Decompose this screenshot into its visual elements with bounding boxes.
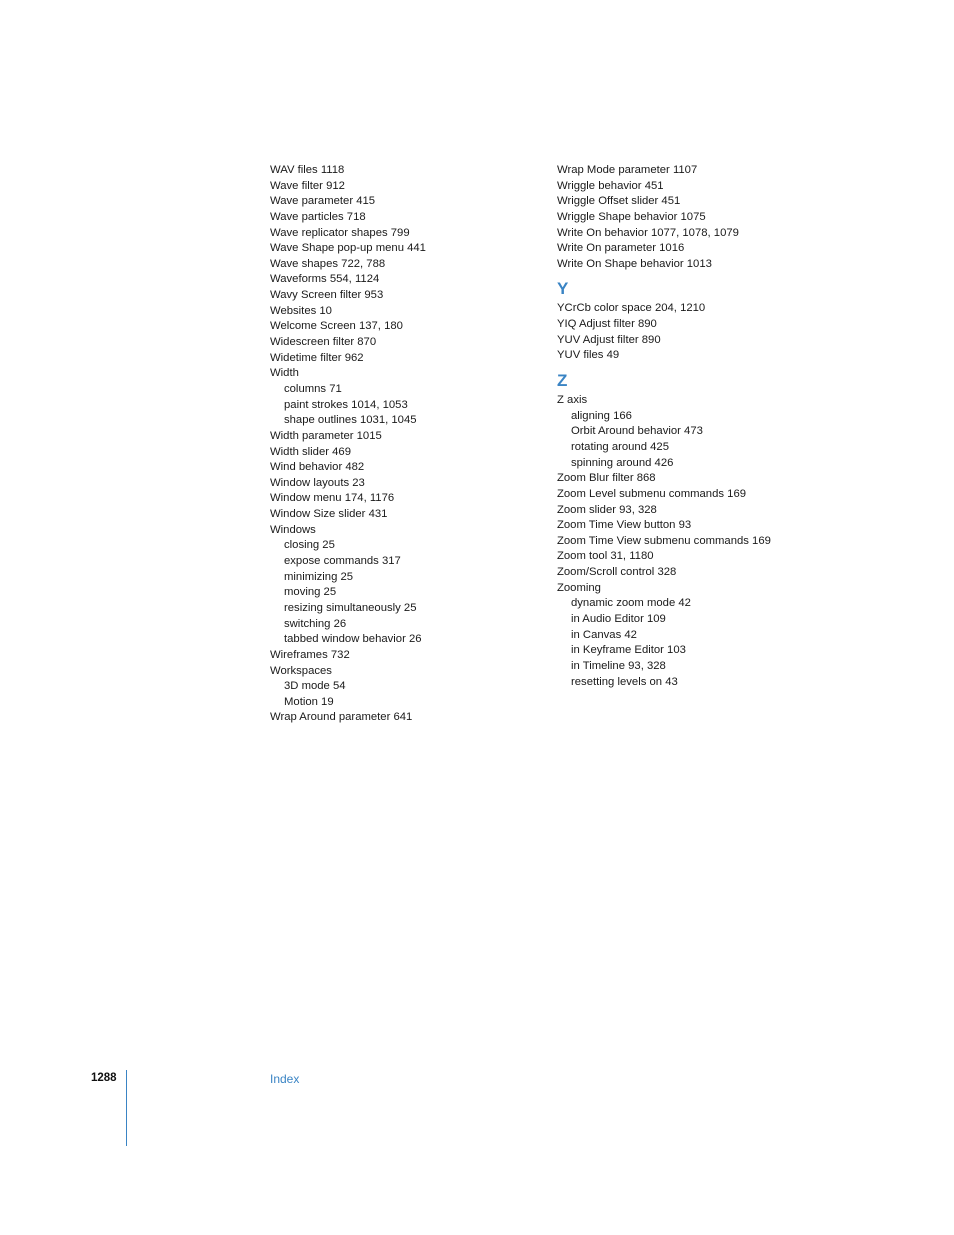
index-subentry: Motion 19: [284, 695, 334, 708]
index-entry: Z axis: [557, 394, 588, 407]
index-entry: Wriggle Shape behavior 1075: [557, 210, 706, 223]
index-entry: Wave Shape pop-up menu 441: [270, 242, 426, 255]
index-subentry: switching 26: [284, 617, 347, 630]
index-entry: Zoom Blur filter 868: [557, 472, 656, 485]
index-entry: Write On behavior 1077, 1078, 1079: [557, 226, 739, 239]
index-subentry: spinning around 426: [571, 456, 674, 469]
index-subentry: in Timeline 93, 328: [571, 659, 666, 672]
index-entry: Wave filter 912: [270, 179, 345, 192]
index-subentry: resetting levels on 43: [571, 675, 678, 688]
page-number: 1288: [91, 1072, 117, 1084]
index-entry: Zoom Level submenu commands 169: [557, 487, 747, 500]
index-entry: Workspaces: [270, 664, 332, 677]
index-entry: Wind behavior 482: [270, 461, 365, 474]
index-column-left: [270, 163, 540, 726]
index-entry: Width parameter 1015: [270, 429, 382, 442]
index-entry: Wave replicator shapes 799: [270, 226, 410, 239]
index-entry: Zoom Time View button 93: [557, 519, 692, 532]
index-entry: Zoom tool 31, 1180: [557, 550, 654, 563]
index-entry: WAV files 1118: [270, 164, 345, 176]
index-entry: Window Size slider 431: [270, 508, 388, 521]
index-subentry: in Canvas 42: [571, 628, 637, 641]
index-entry: Wrap Mode parameter 1107: [557, 164, 698, 176]
index-column-right: [557, 163, 857, 690]
index-subentry: resizing simultaneously 25: [284, 601, 417, 614]
index-entry: Width slider 469: [270, 445, 351, 458]
index-entry: Wave parameter 415: [270, 195, 376, 208]
index-entry: Wrap Around parameter 641: [270, 711, 413, 724]
index-subentry: 3D mode 54: [284, 680, 346, 693]
index-entry: Zoom/Scroll control 328: [557, 566, 677, 579]
index-entry: Widescreen filter 870: [270, 336, 377, 349]
index-subentry: closing 25: [284, 539, 335, 552]
index-entry: Window layouts 23: [270, 476, 365, 489]
index-subentry: columns 71: [284, 382, 342, 395]
index-subentry: in Audio Editor 109: [571, 613, 666, 626]
index-entry: Windows: [270, 523, 316, 536]
index-entry: Wireframes 732: [270, 648, 350, 661]
index-subentry: expose commands 317: [284, 555, 401, 568]
index-subentry: in Keyframe Editor 103: [571, 644, 686, 657]
index-entry: YUV files 49: [557, 349, 620, 362]
index-subentry: minimizing 25: [284, 570, 354, 583]
index-letter-heading: Z: [557, 371, 568, 391]
index-entry: Width: [270, 367, 299, 380]
index-entry: Zoom Time View submenu commands 169: [557, 534, 771, 547]
index-entry: Wavy Screen filter 953: [270, 289, 384, 302]
index-entry: Wriggle behavior 451: [557, 179, 664, 192]
index-subentry: tabbed window behavior 26: [284, 633, 422, 646]
index-entry: Zooming: [557, 581, 601, 594]
index-subentry: shape outlines 1031, 1045: [284, 414, 417, 427]
index-entry: Zoom slider 93, 328: [557, 503, 657, 516]
index-letter-heading: Y: [557, 279, 569, 299]
index-entry: Wriggle Offset slider 451: [557, 195, 681, 208]
index-entry: YUV Adjust filter 890: [557, 333, 661, 346]
index-entry: YIQ Adjust filter 890: [557, 318, 657, 331]
index-subentry: dynamic zoom mode 42: [571, 597, 691, 610]
index-subentry: moving 25: [284, 586, 337, 599]
index-subentry: rotating around 425: [571, 440, 669, 453]
index-entry: YCrCb color space 204, 1210: [557, 302, 706, 315]
index-subentry: paint strokes 1014, 1053: [284, 398, 408, 411]
index-entry: Write On parameter 1016: [557, 242, 685, 255]
index-subentry: Orbit Around behavior 473: [571, 425, 703, 438]
index-entry: Widetime filter 962: [270, 351, 364, 364]
index-entry: Write On Shape behavior 1013: [557, 257, 712, 270]
index-entry: Window menu 174, 1176: [270, 492, 395, 505]
index-entry: Websites 10: [270, 304, 332, 317]
index-subentry: aligning 166: [571, 409, 632, 422]
footer-divider: [126, 1070, 127, 1146]
index-entry: Waveforms 554, 1124: [270, 273, 380, 286]
index-entry: Wave shapes 722, 788: [270, 257, 386, 270]
index-entry: Wave particles 718: [270, 210, 366, 223]
footer-section-name: Index: [270, 1072, 300, 1086]
index-entry: Welcome Screen 137, 180: [270, 320, 403, 333]
